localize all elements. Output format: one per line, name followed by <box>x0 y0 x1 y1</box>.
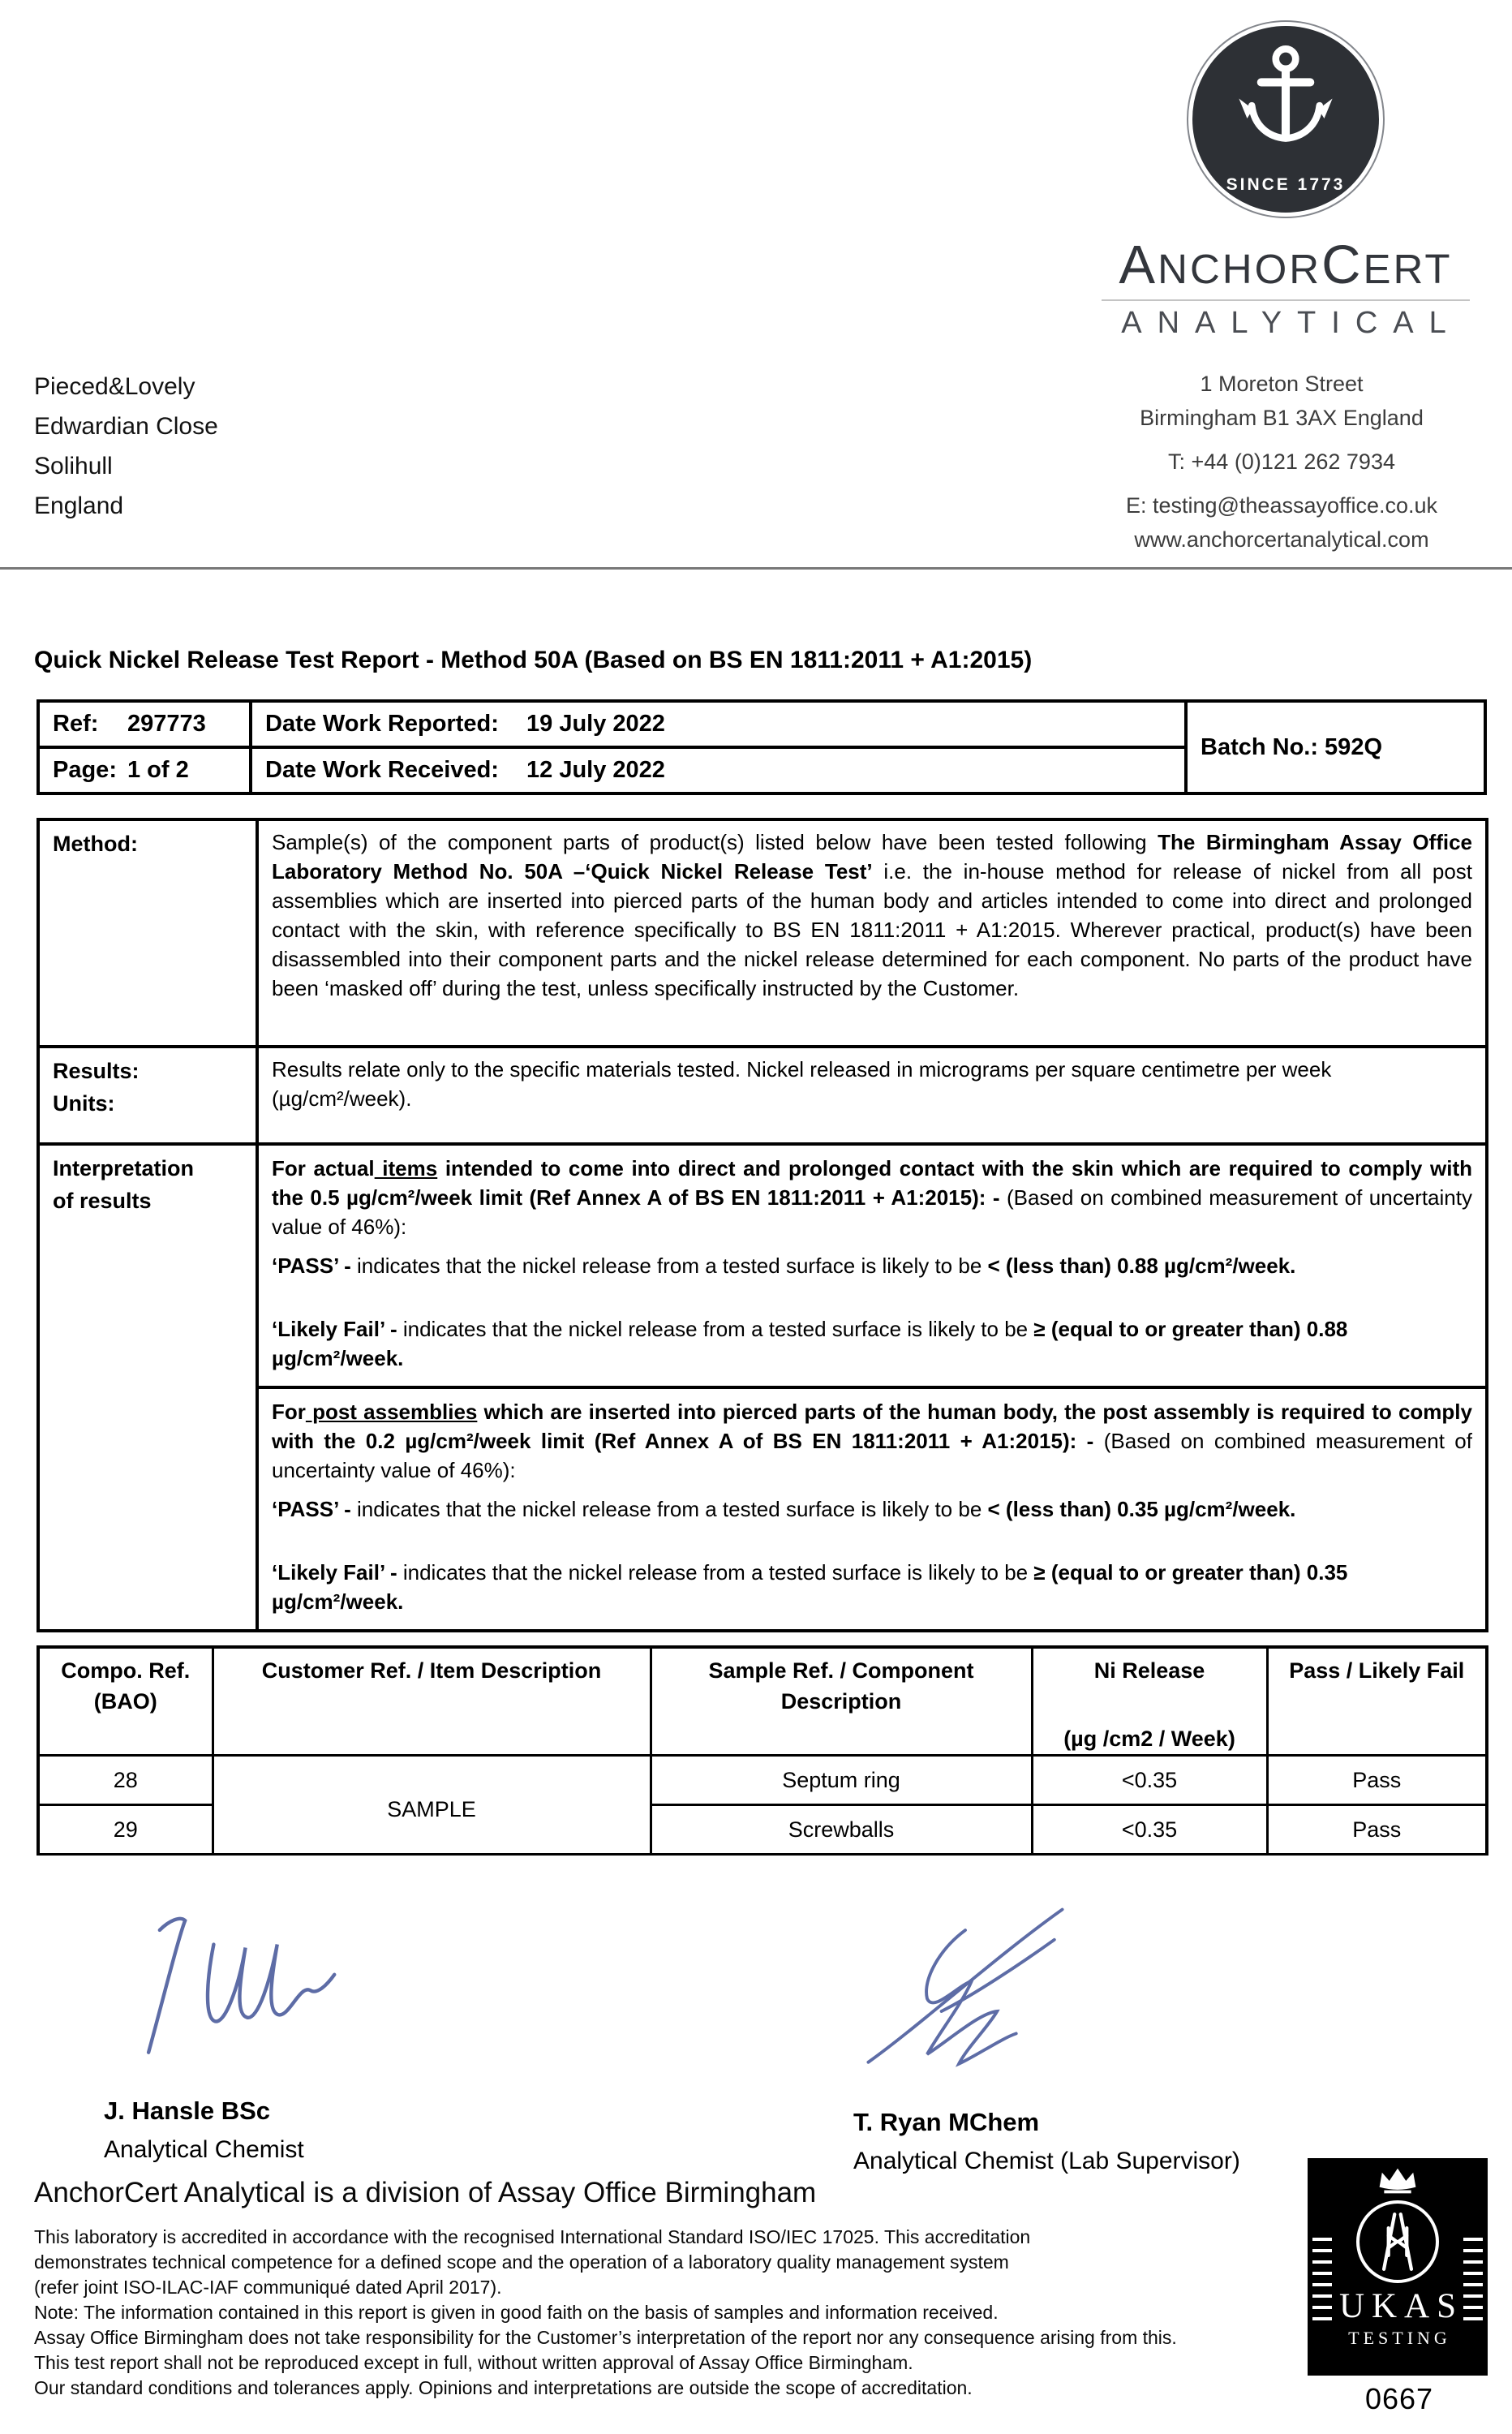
signatory-right <box>853 2103 1240 2181</box>
page-value: 1 of 2 <box>127 757 189 783</box>
method-row <box>38 819 1487 1047</box>
units-label: Units: <box>53 1091 115 1116</box>
method-label: Method: <box>38 819 257 1047</box>
results-units-row <box>38 1047 1487 1144</box>
small-print-line: Note: The information contained in this report is given in good faith on the basis of samples and information received. <box>34 2302 999 2323</box>
contact-email: E: testing@theassayoffice.co.uk <box>1125 493 1438 518</box>
cell-sample-ref: Screwballs <box>651 1805 1032 1855</box>
pass-text: indicates that the nickel release from a tested surface is likely to be <box>350 1497 988 1521</box>
intro-underlined: items <box>374 1156 438 1180</box>
fail-text: indicates that the nickel release from a tested surface is likely to be <box>397 1560 1034 1585</box>
date-received-value: 12 July 2022 <box>526 757 665 783</box>
interpretation-content <box>257 1144 1487 1631</box>
brand-wordmark <box>1087 234 1484 296</box>
intro-bold: intended to come into direct and prolonged contact with the skin which are required to comply with the 0.5 µg/cm²/week limit (Ref Annex A of BS EN 1811:2011 + A1:2015): - <box>272 1156 1472 1210</box>
ukas-logo <box>1308 2158 1491 2416</box>
footer-small-print <box>34 2225 1304 2401</box>
method-text-post: i.e. the in-house method for release of nickel from all post assemblies which are inserted into pierced parts of the human body and articles intended to come into direct and prolonged contact with the skin, with reference specifically to BS EN 1811:2011 + A1:2015. Wherever practical, product(s) have been disassembled into their component parts and the nickel release determined for each component. No parts of the product have been ‘masked off’ during the test, unless specifically instructed by the Customer. <box>272 859 1472 1000</box>
cell-ni-release: <0.35 <box>1032 1756 1267 1805</box>
anchor-icon <box>1227 39 1344 161</box>
interpretation-row <box>38 1144 1487 1631</box>
contact-website: www.anchorcertanalytical.com <box>1134 527 1429 552</box>
page-cell <box>38 747 251 793</box>
fail-term: ‘Likely Fail’ - <box>272 1560 397 1585</box>
method-table <box>37 818 1488 1632</box>
intro-bold: For <box>272 1400 306 1424</box>
ukas-assay-mark-icon <box>1356 2200 1439 2283</box>
fail-text: indicates that the nickel release from a tested surface is likely to be <box>397 1317 1034 1341</box>
header-compo-line1: Compo. Ref. <box>61 1658 191 1683</box>
cell-customer-ref: SAMPLE <box>213 1756 651 1855</box>
ukas-number: 0667 <box>1364 2382 1434 2415</box>
interpretation-block-items <box>259 1146 1485 1386</box>
method-text <box>257 819 1487 1047</box>
lab-contact <box>1079 367 1484 557</box>
signature-right-icon <box>840 1892 1091 2091</box>
brand-letter: C <box>1321 234 1364 295</box>
interpretation-label-line1: Interpretation <box>53 1156 195 1180</box>
interpretation-block-posts <box>259 1386 1485 1629</box>
header-pass-fail: Pass / Likely Fail <box>1267 1647 1487 1756</box>
header-ni-release <box>1032 1647 1267 1756</box>
ukas-mark <box>1308 2158 1488 2376</box>
fail-definition <box>272 1558 1472 1616</box>
crown-icon <box>1372 2165 1424 2197</box>
address-line: England <box>34 492 124 519</box>
signature-left-icon <box>96 1889 363 2079</box>
intro-bold: For actual <box>272 1156 375 1180</box>
date-reported-cell <box>251 701 1186 747</box>
ref-label: Ref: <box>53 711 99 737</box>
date-received-label: Date Work Received: <box>265 757 499 783</box>
ref-value: 297773 <box>127 711 206 737</box>
small-print-line: This laboratory is accredited in accordance with the recognised International Standard ISO/IEC 17025. This accreditation <box>34 2226 1031 2247</box>
ukas-type: TESTING <box>1348 2328 1451 2348</box>
brand-subtitle: ANALYTICAL <box>1121 306 1462 340</box>
address-line: Solihull <box>34 453 113 479</box>
body-tables <box>37 818 1488 1856</box>
brand-letters: NCHOR <box>1158 246 1322 292</box>
small-print-line: Assay Office Birmingham does not take responsibility for the Customer’s interpretation of the report nor any consequence arising from this. <box>34 2327 1177 2348</box>
contact-phone: T: +44 (0)121 262 7934 <box>1168 449 1395 474</box>
results-header-row <box>38 1647 1487 1756</box>
header-customer-ref: Customer Ref. / Item Description <box>213 1647 651 1756</box>
interpretation-label <box>38 1144 257 1631</box>
ref-cell <box>38 701 251 747</box>
contact-line: Birmingham B1 3AX England <box>1140 406 1424 430</box>
small-print-line: This test report shall not be reproduced except in full, without written approval of Assay Office Birmingham. <box>34 2352 913 2373</box>
cell-compo-ref: 28 <box>38 1756 213 1805</box>
intro-regular: (Based on combined measurement of uncertainty value of 46%): <box>272 1429 1472 1482</box>
pass-definition <box>272 1494 1472 1524</box>
fail-definition <box>272 1314 1472 1373</box>
results-units-label <box>38 1047 257 1144</box>
address-line: Pieced&Lovely <box>34 373 195 400</box>
contact-line: 1 Moreton Street <box>1200 372 1364 396</box>
header-divider <box>0 567 1512 570</box>
header-ni-line1: Ni Release <box>1093 1658 1205 1683</box>
intro-regular: (Based on combined measurement of uncertainty value of 46%): <box>272 1185 1472 1239</box>
pass-limit: < (less than) 0.88 µg/cm²/week. <box>987 1254 1296 1278</box>
brand-letter: A <box>1119 234 1158 295</box>
cell-compo-ref: 29 <box>38 1805 213 1855</box>
cell-result: Pass <box>1267 1805 1487 1855</box>
fail-term: ‘Likely Fail’ - <box>272 1317 397 1341</box>
header-compo-ref <box>38 1647 213 1756</box>
fail-limit: ≥ (equal to or greater than) 0.35 µg/cm²/week. <box>272 1560 1348 1614</box>
pass-definition <box>272 1251 1472 1280</box>
since-label: SINCE 1773 <box>1226 175 1346 194</box>
anchor-emblem <box>1192 26 1379 213</box>
ukas-name: UKAS <box>1338 2287 1464 2325</box>
small-print-line: (refer joint ISO-ILAC-IAF communiqué dated April 2017). <box>34 2277 502 2298</box>
date-reported-value: 19 July 2022 <box>526 711 665 737</box>
cell-ni-release: <0.35 <box>1032 1805 1267 1855</box>
method-text-pre: Sample(s) of the component parts of product(s) listed below have been tested following <box>272 830 1158 854</box>
pass-limit: < (less than) 0.35 µg/cm²/week. <box>987 1497 1296 1521</box>
results-label: Results: <box>53 1059 140 1083</box>
page-label: Page: <box>53 757 117 783</box>
interpretation-intro <box>272 1397 1472 1485</box>
pass-text: indicates that the nickel release from a tested surface is likely to be <box>350 1254 988 1278</box>
division-statement: AnchorCert Analytical is a division of Assay Office Birmingham <box>34 2177 817 2208</box>
pass-term: ‘PASS’ - <box>272 1254 351 1278</box>
intro-bold: which are inserted into pierced parts of the human body, the post assembly is required to comply with the 0.2 µg/cm²/week limit (Ref Annex A of BS EN 1811:2011 + A1:2015): - <box>272 1400 1472 1453</box>
brand-divider <box>1102 299 1470 301</box>
signatory-title: Analytical Chemist <box>104 2136 304 2163</box>
intro-underlined: post assemblies <box>305 1400 478 1424</box>
header-compo-line2: (BAO) <box>93 1689 157 1714</box>
table-row <box>38 701 1485 747</box>
table-row <box>38 1756 1487 1805</box>
signatory-left <box>104 2092 304 2170</box>
signatory-name: T. Ryan MChem <box>853 2108 1040 2136</box>
brand-letters: ERT <box>1363 246 1453 292</box>
address-line: Edwardian Close <box>34 413 218 440</box>
header-ni-units: (µg /cm2 / Week) <box>1063 1727 1235 1751</box>
signatory-title: Analytical Chemist (Lab Supervisor) <box>853 2148 1240 2174</box>
results-text: Results relate only to the specific materials tested. Nickel released in micrograms per square centimetre per week (µg/cm²/week). <box>257 1047 1487 1144</box>
small-print-line: Our standard conditions and tolerances apply. Opinions and interpretations are outside the scope of accreditation. <box>34 2377 973 2398</box>
pass-term: ‘PASS’ - <box>272 1497 351 1521</box>
report-title: Quick Nickel Release Test Report - Method 50A (Based on BS EN 1811:2011 + A1:2015) <box>34 647 1033 673</box>
cell-result: Pass <box>1267 1756 1487 1805</box>
interpretation-intro <box>272 1154 1472 1241</box>
method-text-bold: The Birmingham Assay Office Laboratory Method No. 50A –‘Quick Nickel Release Test’ <box>272 830 1472 884</box>
small-print-line: demonstrates technical competence for a defined scope and the operation of a laboratory quality management system <box>34 2251 1009 2273</box>
fail-limit: ≥ (equal to or greater than) 0.88 µg/cm²/week. <box>272 1317 1348 1370</box>
batch-number: Batch No.: 592Q <box>1186 701 1485 793</box>
date-reported-label: Date Work Reported: <box>265 711 499 737</box>
cell-sample-ref: Septum ring <box>651 1756 1032 1805</box>
customer-address <box>34 367 218 526</box>
signatory-name: J. Hansle BSc <box>104 2096 271 2125</box>
brand-logo <box>1087 21 1484 341</box>
reference-table <box>37 699 1487 795</box>
results-table <box>37 1645 1488 1856</box>
date-received-cell <box>251 747 1186 793</box>
interpretation-label-line2: of results <box>53 1189 152 1213</box>
header-sample-ref: Sample Ref. / Component Description <box>651 1647 1032 1756</box>
